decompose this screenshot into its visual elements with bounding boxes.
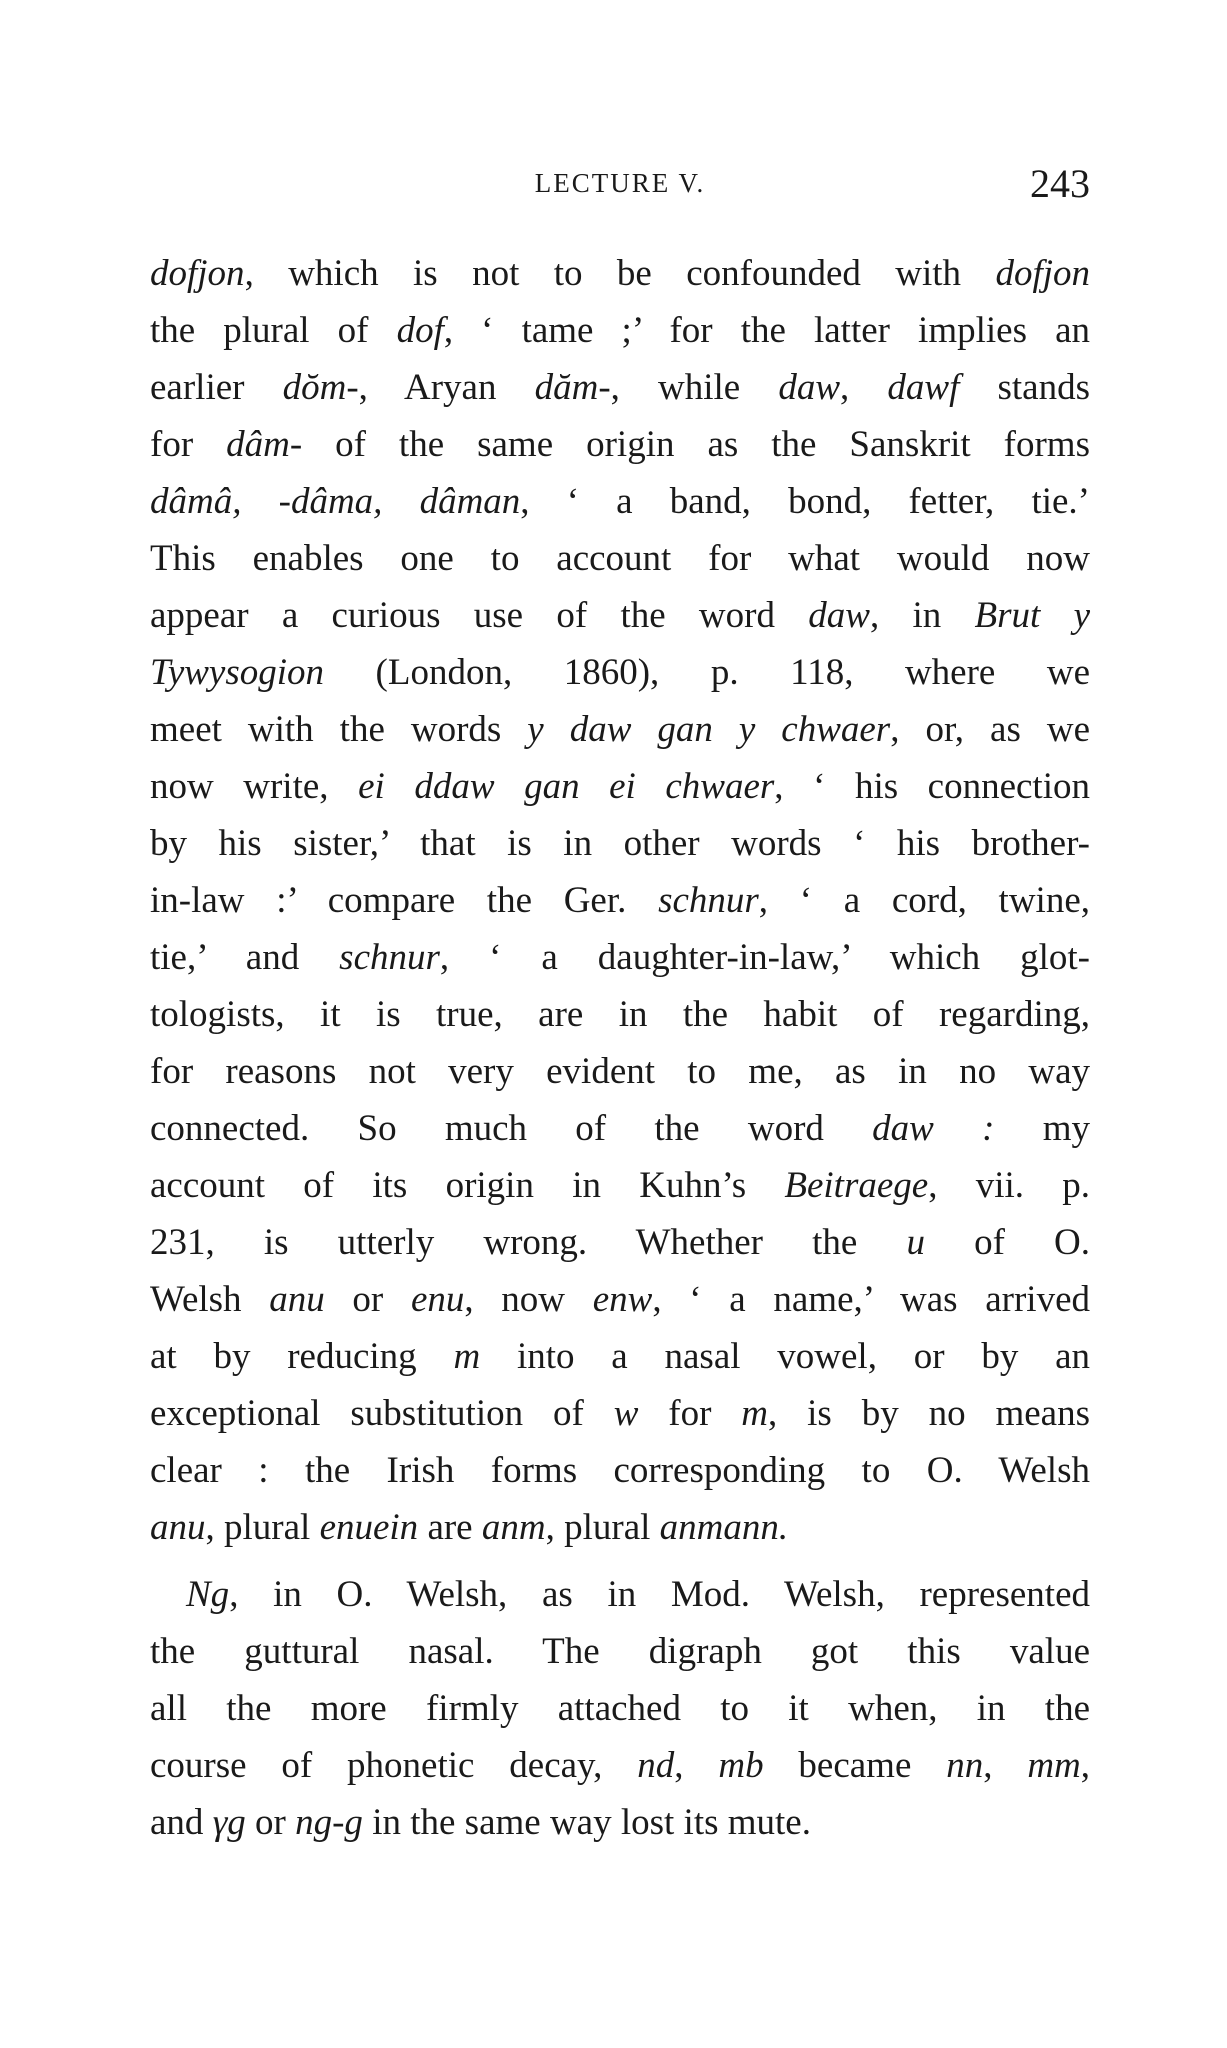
text-line — [150, 644, 1090, 701]
text-run: , is by no means — [768, 1393, 1090, 1434]
text-line — [150, 929, 1090, 986]
text-line — [150, 302, 1090, 359]
italic-term: daw — [778, 367, 841, 408]
text-run: , ‘ a cord, twine, — [758, 880, 1090, 921]
text-line — [150, 416, 1090, 473]
text-run: stands — [959, 367, 1090, 408]
text-line — [150, 1328, 1090, 1385]
text-run: appear a curious use of the word — [150, 595, 809, 636]
text-run: my — [994, 1108, 1091, 1149]
text-run: 231, is utterly wrong. Whether the — [150, 1222, 907, 1263]
text-run: , — [674, 1745, 719, 1786]
text-run: , ‘ a daughter-in-law,’ which glot- — [439, 937, 1090, 978]
text-run: became — [763, 1745, 947, 1786]
text-run: for reasons not very evident to me, as in no way — [150, 1051, 1090, 1092]
italic-term: schnur — [658, 880, 759, 921]
page-number: 243 — [1030, 161, 1090, 206]
italic-term: y daw gan y chwaer — [527, 709, 891, 750]
text-run: tologists, it is true, are in the habit of regarding, — [150, 994, 1090, 1035]
italic-term: dof — [396, 310, 444, 351]
text-run: now write, — [150, 766, 359, 807]
text-line — [150, 1157, 1090, 1214]
text-line — [150, 245, 1090, 302]
text-line — [150, 701, 1090, 758]
text-run: , while — [610, 367, 779, 408]
text-run: , now — [464, 1279, 593, 1320]
text-run: , — [1080, 1745, 1091, 1786]
paragraph — [150, 245, 1090, 1556]
text-line — [150, 1442, 1090, 1499]
text-run: , plural — [545, 1507, 660, 1548]
text-run: all the more firmly attached to it when, in the — [150, 1688, 1090, 1729]
text-line — [150, 1623, 1090, 1680]
italic-term: Ng — [186, 1574, 230, 1615]
italic-term: anu — [150, 1507, 206, 1548]
text-run: the plural of — [150, 310, 397, 351]
text-run: by his sister,’ that is in other words ‘ his brother- — [150, 823, 1090, 864]
text-run: are — [418, 1507, 482, 1548]
text-line — [150, 359, 1090, 416]
text-line — [150, 1214, 1090, 1271]
text-line — [150, 758, 1090, 815]
text-line — [150, 872, 1090, 929]
text-line — [150, 587, 1090, 644]
italic-term: dofjon — [995, 253, 1090, 294]
italic-term: ng-g — [295, 1802, 363, 1843]
text-run: , — [840, 367, 888, 408]
text-run: , or, as we — [890, 709, 1090, 750]
text-run: , ‘ his connection — [774, 766, 1090, 807]
text-line — [150, 1499, 1090, 1556]
paragraph — [150, 1566, 1090, 1851]
text-run: connected. So much of the word — [150, 1108, 873, 1149]
italic-term: anu — [269, 1279, 325, 1320]
text-line — [150, 815, 1090, 872]
italic-term: dâm- — [226, 424, 303, 465]
italic-term: schnur — [339, 937, 440, 978]
italic-term: dofjon — [150, 253, 245, 294]
text-run: account of its origin in Kuhn’s — [150, 1165, 785, 1206]
text-line — [150, 1794, 1090, 1851]
text-line — [150, 1385, 1090, 1442]
text-run: in-law :’ compare the Ger. — [150, 880, 659, 921]
text-run: meet with the words — [150, 709, 528, 750]
text-line — [150, 530, 1090, 587]
italic-term: u — [906, 1222, 925, 1263]
text-run: This enables one to account for what would now — [150, 538, 1090, 579]
italic-term: Brut y — [974, 595, 1091, 636]
running-head — [150, 160, 1090, 210]
text-run: , plural — [205, 1507, 320, 1548]
italic-term: daw — [808, 595, 870, 636]
italic-term: enuein — [319, 1507, 419, 1548]
text-line — [150, 1043, 1090, 1100]
italic-term: m — [741, 1393, 769, 1434]
italic-term: mb — [718, 1745, 764, 1786]
text-run: (London, 1860), p. 118, where we — [324, 652, 1090, 693]
text-line — [150, 1737, 1090, 1794]
italic-term: nn — [946, 1745, 984, 1786]
text-run: or — [245, 1802, 296, 1843]
text-line — [150, 1100, 1090, 1157]
italic-term: nd — [637, 1745, 675, 1786]
text-run: of the same origin as the Sanskrit forms — [302, 424, 1090, 465]
text-line — [150, 986, 1090, 1043]
italic-term: ei ddaw gan ei chwaer — [358, 766, 775, 807]
italic-term: Beitraege — [784, 1165, 929, 1206]
text-line — [150, 473, 1090, 530]
text-run: Welsh — [150, 1279, 270, 1320]
text-run: for — [150, 424, 227, 465]
text-run: , ‘ a name,’ was arrived — [652, 1279, 1090, 1320]
italic-term: m — [453, 1336, 481, 1377]
italic-term: dâmâ, -dâma, dâman — [150, 481, 521, 522]
text-run: and — [150, 1802, 213, 1843]
text-run: earlier — [150, 367, 283, 408]
italic-term: anm — [481, 1507, 546, 1548]
text-run: tie,’ and — [150, 937, 340, 978]
text-run: , Aryan — [358, 367, 535, 408]
italic-term: anmann. — [659, 1507, 789, 1548]
italic-term: dăm- — [534, 367, 611, 408]
body-text — [150, 245, 1090, 1851]
text-run: at by reducing — [150, 1336, 454, 1377]
text-run: for — [638, 1393, 742, 1434]
text-run: into a nasal vowel, or by an — [480, 1336, 1091, 1377]
text-run: , in — [869, 595, 975, 636]
italic-term: Tywysogion — [150, 652, 325, 693]
text-run: , in O. Welsh, as in Mod. Welsh, represented — [229, 1574, 1090, 1615]
italic-term: mm — [1027, 1745, 1081, 1786]
italic-term: w — [613, 1393, 639, 1434]
text-run: , — [983, 1745, 1028, 1786]
text-run: the guttural nasal. The digraph got this value — [150, 1631, 1090, 1672]
text-run: or — [324, 1279, 411, 1320]
text-run: , which is not to be confounded with — [244, 253, 996, 294]
text-run: , vii. p. — [928, 1165, 1091, 1206]
italic-term: dawf — [887, 367, 960, 408]
italic-term: γg — [212, 1802, 246, 1843]
text-run: exceptional substitution of — [150, 1393, 614, 1434]
text-run: of O. — [924, 1222, 1090, 1263]
text-run: , ‘ a band, bond, fetter, tie.’ — [520, 481, 1090, 522]
text-run: course of phonetic decay, — [150, 1745, 638, 1786]
text-line — [150, 1566, 1090, 1623]
text-line — [150, 1271, 1090, 1328]
italic-term: dŏm- — [282, 367, 359, 408]
text-run: clear : the Irish forms corresponding to O. Welsh — [150, 1450, 1090, 1491]
italic-term: daw : — [872, 1108, 995, 1149]
text-line — [150, 1680, 1090, 1737]
text-run: in the same way lost its mute. — [362, 1802, 811, 1843]
text-run: , ‘ tame ;’ for the latter implies an — [443, 310, 1091, 351]
italic-term: enu — [410, 1279, 465, 1320]
running-title: LECTURE V. — [534, 168, 706, 198]
italic-term: enw — [592, 1279, 653, 1320]
